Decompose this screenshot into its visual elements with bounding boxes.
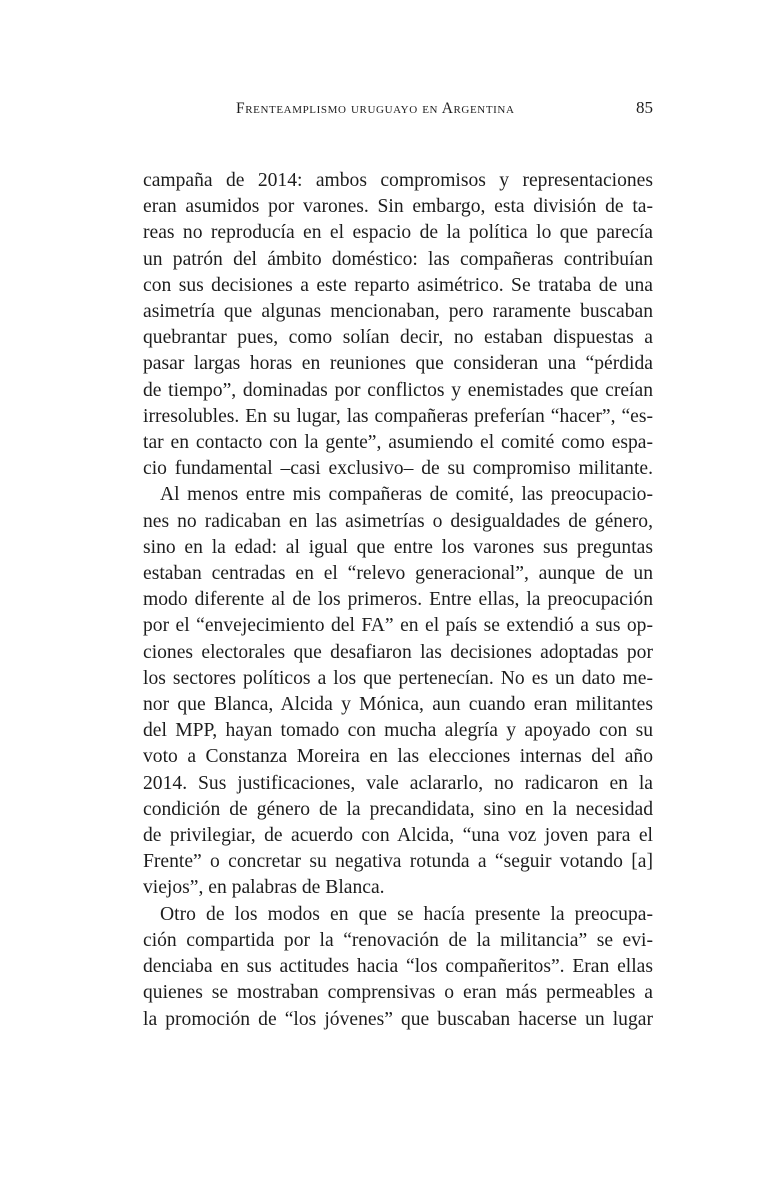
text-line: asimetría que algunas mencionaban, pero raramente buscaban xyxy=(143,301,653,323)
text-line: voto a Constanza Moreira en las elecciones internas del año xyxy=(143,746,653,768)
text-line: ción compartida por la “renovación de la militancia” se evi- xyxy=(143,929,653,951)
text-line: del MPP, hayan tomado con mucha alegría y apoyado con su xyxy=(143,720,653,742)
paragraph xyxy=(143,482,653,901)
text-line: reas no reproducía en el espacio de la política lo que parecía xyxy=(143,222,653,244)
text-line: campaña de 2014: ambos compromisos y representaciones xyxy=(143,170,653,191)
text-line: de tiempo”, dominadas por conflictos y enemistades que creían xyxy=(143,379,653,401)
text-line: por el “envejecimiento del FA” en el país se extendió a sus op- xyxy=(143,615,653,637)
body-text xyxy=(143,168,653,1033)
text-line: Al menos entre mis compañeras de comité, las preocupacio- xyxy=(160,484,653,506)
text-line: cio fundamental –casi exclusivo– de su compromiso militante. xyxy=(143,458,653,480)
running-title: Frenteamplismo uruguayo en Argentina xyxy=(236,100,515,117)
text-line: estaban centradas en el “relevo generacional”, aunque de un xyxy=(143,563,653,585)
text-line: pasar largas horas en reuniones que consideran una “pérdida xyxy=(143,353,653,375)
text-line: nes no radicaban en las asimetrías o desigualdades de género, xyxy=(143,510,653,532)
text-line: modo diferente al de los primeros. Entre ellas, la preocupación xyxy=(143,589,653,611)
text-line: un patrón del ámbito doméstico: las compañeras contribuían xyxy=(143,248,653,270)
text-line: sino en la edad: al igual que entre los varones sus preguntas xyxy=(143,536,653,558)
text-line: condición de género de la precandidata, sino en la necesidad xyxy=(143,798,653,820)
text-line: de privilegiar, de acuerdo con Alcida, “una voz joven para el xyxy=(143,825,653,847)
text-line: 2014. Sus justificaciones, vale aclararlo, no radicaron en la xyxy=(143,772,653,794)
text-line: Frente” o concretar su negativa rotunda a “seguir votando [a] xyxy=(143,851,653,873)
text-line: con sus decisiones a este reparto asimétrico. Se trataba de una xyxy=(143,274,653,296)
text-line: quebrantar pues, como solían decir, no estaban dispuestas a xyxy=(143,327,653,349)
running-header xyxy=(143,98,653,122)
text-line: nor que Blanca, Alcida y Mónica, aun cuando eran militantes xyxy=(143,694,653,716)
page-number: 85 xyxy=(636,98,653,117)
text-line: los sectores políticos a los que pertenecían. No es un dato me- xyxy=(143,667,653,689)
text-line: quienes se mostraban comprensivas o eran más permeables a xyxy=(143,982,653,1004)
text-line: ciones electorales que desafiaron las decisiones adoptadas por xyxy=(143,641,653,663)
paragraph xyxy=(143,168,653,482)
text-line: viejos”, en palabras de Blanca. xyxy=(143,877,385,899)
paragraph xyxy=(143,902,653,1033)
text-line: irresolubles. En su lugar, las compañeras preferían “hacer”, “es- xyxy=(143,405,653,427)
text-line: denciaba en sus actitudes hacia “los compañeritos”. Eran ellas xyxy=(143,956,653,978)
text-line: eran asumidos por varones. Sin embargo, esta división de ta- xyxy=(143,196,653,218)
text-line: Otro de los modos en que se hacía presente la preocupa- xyxy=(160,903,653,925)
text-line: tar en contacto con la gente”, asumiendo el comité como espa- xyxy=(143,432,653,454)
text-line: la promoción de “los jóvenes” que buscaban hacerse un lugar xyxy=(143,1008,653,1030)
